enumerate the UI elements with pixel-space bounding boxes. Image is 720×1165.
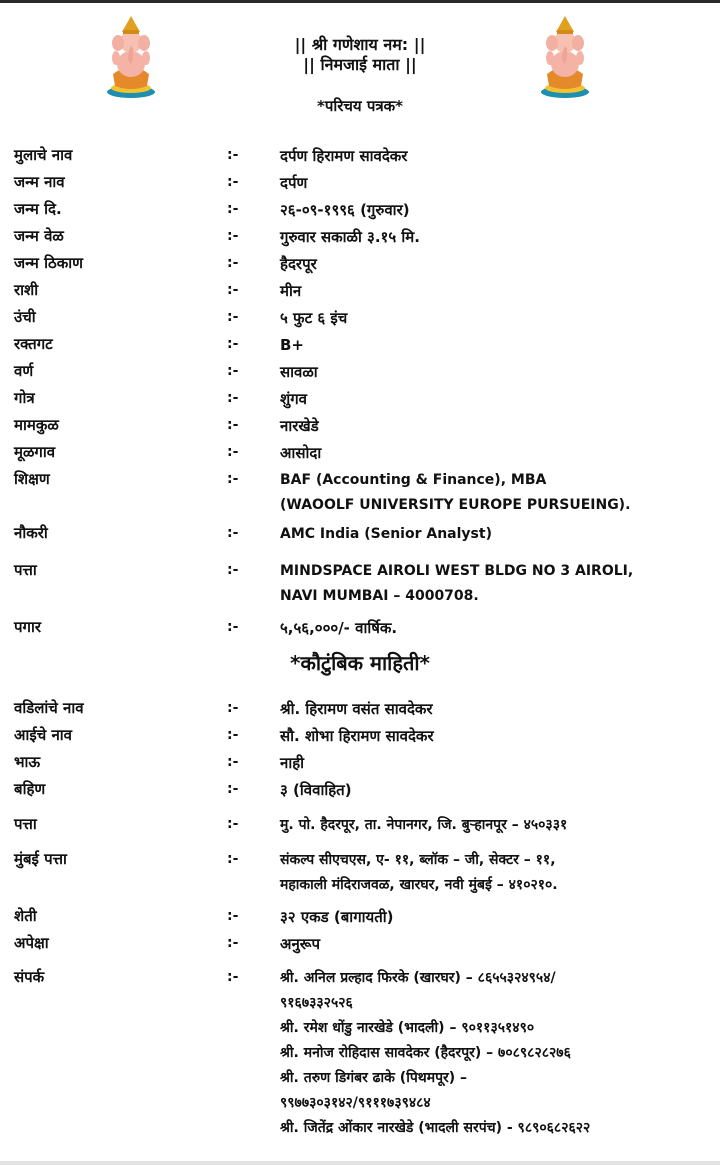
field-label: भाऊ [14,753,41,771]
field-value: श्री. अनिल प्रल्हाद फिरके (खारघर) – ८६५५३२४९५४/ ९१६७३३२५२६ श्री. रमेश धोंडु नारखेडे (भादली) – ९०११३५१४९० श्री. मनोज रोहिदास सावदेकर (हैदरपूर) – ७०८९८२८२७६ श्री. तरुण डिगंबर ढाके (पिथमपूर) – ९९७७३०३१४२/९१११७३९४८४ श्री. जितेंद्र ओंकार नारखेडे (भादली सरपंच) - ९८९०६८२६२२ [280,970,591,1136]
field-separator: :- [227,336,239,352]
field-value: मीन [280,282,302,300]
field-label: जन्म दि. [14,200,62,218]
field-label: जन्म ठिकाण [14,254,83,272]
field-value: MINDSPACE AIROLI WEST BLDG NO 3 AIROLI, NAVI MUMBAI – 4000708. [280,563,634,604]
document-title: *परिचय पत्रक* [317,97,403,115]
field-value: नारखेडे [280,417,319,435]
field-label: पत्ता [14,561,37,579]
bottom-border [0,1161,720,1165]
field-separator: :- [227,781,239,797]
field-label: अपेक्षा [14,934,49,952]
field-value: सौ. शोभा हिरामण सावदेकर [280,727,434,745]
field-separator: :- [227,282,239,298]
field-separator: :- [227,147,239,163]
field-label: मूळगाव [14,443,56,461]
field-value: दर्पण [280,174,308,192]
field-value: गुरुवार सकाळी ३.१५ मि. [280,228,420,246]
field-value: मु. पो. हैदरपूर, ता. नेपानगर, जि. बुऱ्हानपूर – ४५०३३१ [280,817,568,833]
family-section-title: *कौटुंबिक माहिती* [290,651,430,675]
field-label: वर्ण [14,362,34,380]
invocation-line-1: || श्री गणेशाय नम: || [294,35,426,54]
field-label: मुलाचे नाव [14,146,73,164]
field-separator: :- [227,255,239,271]
field-separator: :- [227,525,239,541]
field-separator: :- [227,228,239,244]
field-separator: :- [227,562,239,578]
field-separator: :- [227,700,239,716]
field-value: श्री. हिरामण वसंत सावदेकर [280,700,433,718]
field-separator: :- [227,619,239,635]
field-separator: :- [227,935,239,951]
field-value: ३ (विवाहित) [280,781,352,799]
field-value: आसोदा [280,444,322,462]
field-separator: :- [227,851,239,867]
field-value: ५,५६,०००/- वार्षिक. [280,619,398,637]
field-separator: :- [227,363,239,379]
field-value: ५ फुट ६ इंच [280,309,348,327]
field-label: शेती [14,907,37,925]
field-separator: :- [227,969,239,985]
top-border [0,0,720,3]
field-label: उंची [14,308,36,326]
field-value: अनुरूप [280,935,320,953]
invocation-line-2: || निमजाई माता || [303,55,417,74]
field-label: पत्ता [14,815,37,833]
field-value: हैदरपूर [280,255,317,273]
field-label: पगार [14,618,41,636]
field-value: संकल्प सीएचएस, ए- ११, ब्लॉक – जी, सेक्टर – ११, महाकाली मंदिराजवळ, खारघर, नवी मुंबई – ४१०२१०. [280,852,558,893]
field-label: मामकुळ [14,416,59,434]
field-label: बहिण [14,780,46,798]
field-separator: :- [227,754,239,770]
field-value: २६-०९-१९९६ (गुरुवार) [280,201,410,219]
field-value: B+ [280,336,305,354]
field-separator: :- [227,444,239,460]
field-label: नौकरी [14,524,48,542]
field-separator: :- [227,417,239,433]
field-value: दर्पण हिरामण सावदेकर [280,147,408,165]
field-value: ३२ एकड (बागायती) [280,908,394,926]
field-separator: :- [227,816,239,832]
field-value: नाही [280,754,305,772]
field-value: BAF (Accounting & Finance), MBA (WAOOLF UNIVERSITY EUROPE PURSUEING). [280,472,631,513]
field-label: राशी [14,281,39,299]
field-value: शुंगव [280,390,307,408]
field-separator: :- [227,174,239,190]
field-label: मुंबई पत्ता [14,850,67,868]
field-separator: :- [227,201,239,217]
field-separator: :- [227,471,239,487]
field-value: सावळा [280,363,318,381]
field-label: आईचे नाव [14,726,72,744]
field-label: रक्तगट [14,335,53,353]
field-label: संपर्क [14,968,45,986]
field-value: AMC India (Senior Analyst) [280,526,492,542]
field-label: शिक्षण [14,470,50,488]
field-label: गोत्र [14,389,35,407]
field-separator: :- [227,309,239,325]
field-label: जन्म वेळ [14,227,64,245]
field-separator: :- [227,390,239,406]
field-separator: :- [227,908,239,924]
field-label: वडिलांचे नाव [14,699,84,717]
field-separator: :- [227,727,239,743]
field-label: जन्म नाव [14,173,65,191]
